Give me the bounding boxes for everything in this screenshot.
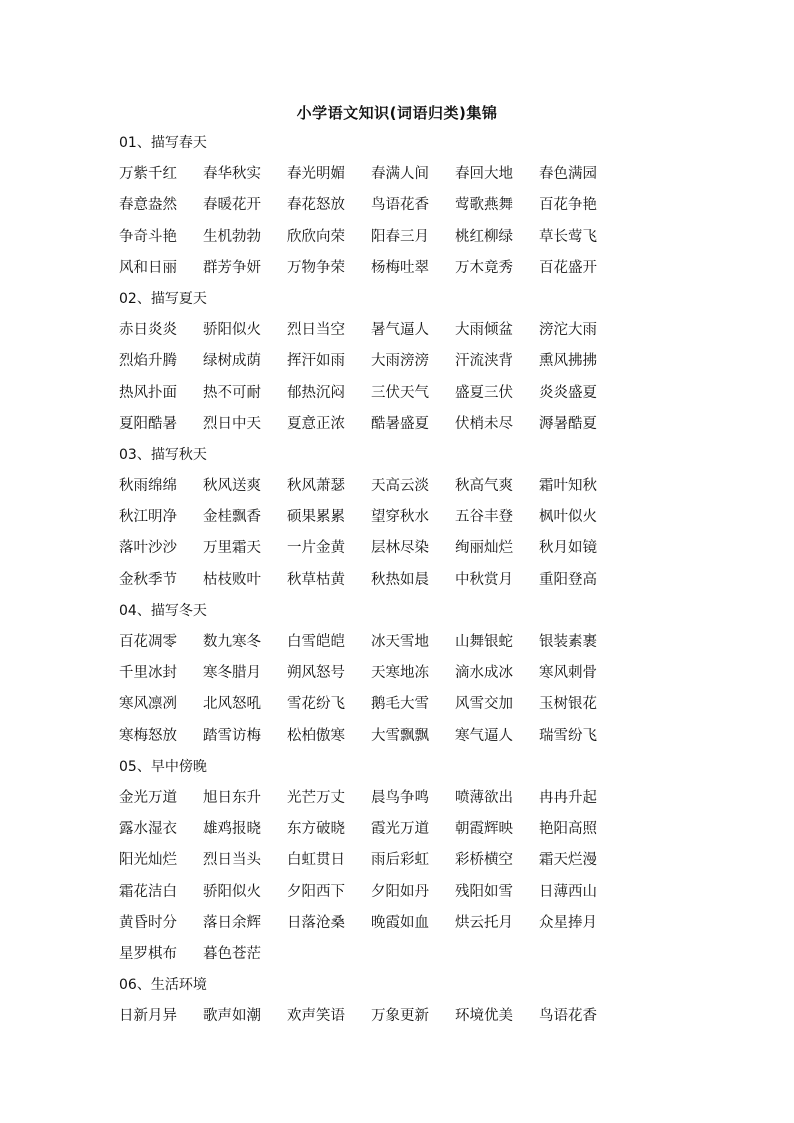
word-item: 朝霞辉映 — [455, 821, 513, 838]
word-item: 烈日当头 — [203, 852, 261, 869]
word-item: 秋江明净 — [119, 509, 177, 526]
word-item: 春色满园 — [539, 166, 597, 183]
word-item: 桃红柳绿 — [455, 228, 513, 245]
word-item: 争奇斗艳 — [119, 228, 177, 245]
word-item: 旭日东升 — [203, 789, 261, 806]
word-item: 秋高气爽 — [455, 478, 513, 495]
word-item: 秋风送爽 — [203, 478, 261, 495]
section-heading: 04、描写冬天 — [119, 602, 207, 619]
word-item: 望穿秋水 — [371, 509, 429, 526]
word-item: 朔风怒号 — [287, 665, 345, 682]
word-row — [119, 253, 619, 284]
word-item: 春华秋实 — [203, 166, 261, 183]
document-body — [119, 128, 619, 1032]
word-item: 鸟语花香 — [539, 1008, 597, 1025]
word-item: 霜天烂漫 — [539, 852, 597, 869]
word-item: 北风怒吼 — [203, 696, 261, 713]
word-row — [119, 783, 619, 814]
word-row — [119, 159, 619, 190]
word-item: 烈焰升腾 — [119, 353, 177, 370]
word-item: 挥汗如雨 — [287, 353, 345, 370]
word-row — [119, 346, 619, 377]
word-item: 金秋季节 — [119, 571, 177, 588]
word-row — [119, 721, 619, 752]
word-item: 万木竟秀 — [455, 259, 513, 276]
word-item: 盛夏三伏 — [455, 384, 513, 401]
word-item: 天寒地冻 — [371, 665, 429, 682]
word-row — [119, 877, 619, 908]
word-item: 山舞银蛇 — [455, 634, 513, 650]
word-item: 春意盎然 — [119, 197, 177, 214]
word-row — [119, 533, 619, 564]
word-item: 绚丽灿烂 — [455, 540, 513, 557]
section-heading: 06、生活环境 — [119, 977, 207, 994]
word-item: 寒梅怒放 — [119, 727, 177, 744]
word-row — [119, 565, 619, 596]
word-item: 白雪皑皑 — [287, 634, 345, 650]
word-row — [119, 1001, 619, 1032]
word-item: 风雪交加 — [455, 696, 513, 713]
word-item: 大雨倾盆 — [455, 322, 513, 339]
word-row — [119, 190, 619, 221]
word-item: 春满人间 — [371, 166, 429, 183]
word-row — [119, 908, 619, 939]
word-item: 暑气逼人 — [371, 322, 429, 339]
word-item: 光芒万丈 — [287, 789, 345, 806]
word-item: 五谷丰登 — [455, 509, 513, 526]
word-item: 霜叶知秋 — [539, 478, 597, 495]
word-item: 落日余辉 — [203, 914, 261, 931]
word-row — [119, 471, 619, 502]
word-item: 莺歌燕舞 — [455, 197, 513, 214]
word-item: 春花怒放 — [287, 197, 345, 214]
word-item: 天高云淡 — [371, 478, 429, 495]
section-heading: 01、描写春天 — [119, 135, 207, 151]
word-row — [119, 315, 619, 346]
word-item: 千里冰封 — [119, 665, 177, 682]
word-item: 百花盛开 — [539, 259, 597, 276]
word-item: 阳春三月 — [371, 228, 429, 245]
word-item: 星罗棋布 — [119, 945, 177, 962]
word-item: 霞光万道 — [371, 821, 429, 838]
word-row — [119, 627, 619, 658]
word-item: 杨梅吐翠 — [371, 259, 429, 276]
word-item: 烈日中天 — [203, 415, 261, 432]
word-item: 鹅毛大雪 — [371, 696, 429, 713]
word-item: 雄鸡报晓 — [203, 821, 261, 838]
word-item: 日新月异 — [119, 1008, 177, 1025]
word-item: 黄昏时分 — [119, 914, 177, 931]
word-item: 炎炎盛夏 — [539, 384, 597, 401]
word-item: 瑞雪纷飞 — [539, 727, 597, 744]
word-item: 秋月如镜 — [539, 540, 597, 557]
word-item: 喷薄欲出 — [455, 789, 513, 806]
word-item: 东方破晓 — [287, 821, 345, 838]
word-item: 大雪飘飘 — [371, 727, 429, 744]
word-item: 金桂飘香 — [203, 509, 261, 526]
word-item: 中秋赏月 — [455, 571, 513, 588]
word-item: 汗流浃背 — [455, 353, 513, 370]
word-item: 寒冬腊月 — [203, 665, 261, 682]
word-item: 枫叶似火 — [539, 509, 597, 526]
word-item: 烘云托月 — [455, 914, 513, 931]
word-item: 秋风萧瑟 — [287, 478, 345, 495]
word-item: 冰天雪地 — [371, 634, 429, 650]
word-item: 春暖花开 — [203, 197, 261, 214]
word-item: 金光万道 — [119, 789, 177, 806]
word-item: 熏风拂拂 — [539, 353, 597, 370]
word-item: 群芳争妍 — [203, 259, 261, 276]
word-row — [119, 814, 619, 845]
word-item: 鸟语花香 — [371, 197, 429, 214]
word-item: 春回大地 — [455, 166, 513, 183]
word-item: 溽暑酷夏 — [539, 415, 597, 432]
word-item: 银装素裹 — [539, 634, 597, 650]
word-item: 环境优美 — [455, 1008, 513, 1025]
word-item: 暮色苍茫 — [203, 945, 261, 962]
word-item: 夕阳西下 — [287, 883, 345, 900]
word-item: 日薄西山 — [539, 883, 597, 900]
word-item: 硕果累累 — [287, 509, 345, 526]
word-item: 万里霜天 — [203, 540, 261, 557]
word-item: 重阳登高 — [539, 571, 597, 588]
word-item: 艳阳高照 — [539, 821, 597, 838]
word-item: 寒风凛冽 — [119, 696, 177, 713]
word-item: 万紫千红 — [119, 166, 177, 183]
word-item: 层林尽染 — [371, 540, 429, 557]
word-item: 残阳如雪 — [455, 883, 513, 900]
word-item: 彩桥横空 — [455, 852, 513, 869]
word-row — [119, 409, 619, 440]
word-item: 滴水成冰 — [455, 665, 513, 682]
section-heading: 05、早中傍晚 — [119, 758, 207, 775]
word-item: 雪花纷飞 — [287, 696, 345, 713]
word-item: 玉树银花 — [539, 696, 597, 713]
word-item: 伏梢未尽 — [455, 415, 513, 432]
word-item: 三伏天气 — [371, 384, 429, 401]
word-item: 众星捧月 — [539, 914, 597, 931]
word-item: 风和日丽 — [119, 259, 177, 276]
word-row — [119, 378, 619, 409]
word-row — [119, 222, 619, 253]
word-item: 郁热沉闷 — [287, 384, 345, 401]
word-item: 欣欣向荣 — [287, 228, 345, 245]
word-item: 大雨滂滂 — [371, 353, 429, 370]
word-item: 晚霞如血 — [371, 914, 429, 931]
word-item: 热风扑面 — [119, 384, 177, 401]
word-item: 骄阳似火 — [203, 883, 261, 900]
word-item: 夏意正浓 — [287, 415, 345, 432]
word-item: 万物争荣 — [287, 259, 345, 276]
word-item: 百花争艳 — [539, 197, 597, 214]
word-item: 夏阳酷暑 — [119, 415, 177, 432]
word-item: 歌声如潮 — [203, 1008, 261, 1025]
word-item: 绿树成荫 — [203, 353, 261, 370]
word-item: 秋雨绵绵 — [119, 478, 177, 495]
word-item: 白虹贯日 — [287, 852, 345, 869]
word-item: 春光明媚 — [287, 166, 345, 183]
word-item: 草长莺飞 — [539, 228, 597, 245]
word-row — [119, 939, 619, 970]
word-item: 数九寒冬 — [203, 634, 261, 650]
word-item: 欢声笑语 — [287, 1008, 345, 1025]
word-item: 晨鸟争鸣 — [371, 789, 429, 806]
word-item: 冉冉升起 — [539, 789, 597, 806]
word-item: 夕阳如丹 — [371, 883, 429, 900]
word-item: 踏雪访梅 — [203, 727, 261, 744]
word-item: 寒气逼人 — [455, 727, 513, 744]
word-item: 万象更新 — [371, 1008, 429, 1025]
word-item: 阳光灿烂 — [119, 852, 177, 869]
word-item: 热不可耐 — [203, 384, 261, 401]
word-item: 秋热如晨 — [371, 571, 429, 588]
word-item: 百花凋零 — [119, 634, 177, 650]
word-item: 露水湿衣 — [119, 821, 177, 838]
section-heading: 03、描写秋天 — [119, 446, 207, 463]
word-row — [119, 502, 619, 533]
word-row — [119, 658, 619, 689]
word-item: 寒风刺骨 — [539, 665, 597, 682]
page-title: 小学语文知识(词语归类)集锦 — [296, 104, 498, 122]
word-item: 赤日炎炎 — [119, 322, 177, 339]
word-item: 枯枝败叶 — [203, 571, 261, 588]
word-item: 日落沧桑 — [287, 914, 345, 931]
word-item: 骄阳似火 — [203, 322, 261, 339]
word-item: 雨后彩虹 — [371, 852, 429, 869]
word-item: 松柏傲寒 — [287, 727, 345, 744]
word-item: 烈日当空 — [287, 322, 345, 339]
word-item: 霜花洁白 — [119, 883, 177, 900]
word-row — [119, 845, 619, 876]
section-heading: 02、描写夏天 — [119, 290, 207, 307]
word-item: 秋草枯黄 — [287, 571, 345, 588]
word-row — [119, 689, 619, 720]
word-item: 一片金黄 — [287, 540, 345, 557]
word-item: 落叶沙沙 — [119, 540, 177, 557]
word-item: 酷暑盛夏 — [371, 415, 429, 432]
word-item: 滂沱大雨 — [539, 322, 597, 339]
word-item: 生机勃勃 — [203, 228, 261, 245]
